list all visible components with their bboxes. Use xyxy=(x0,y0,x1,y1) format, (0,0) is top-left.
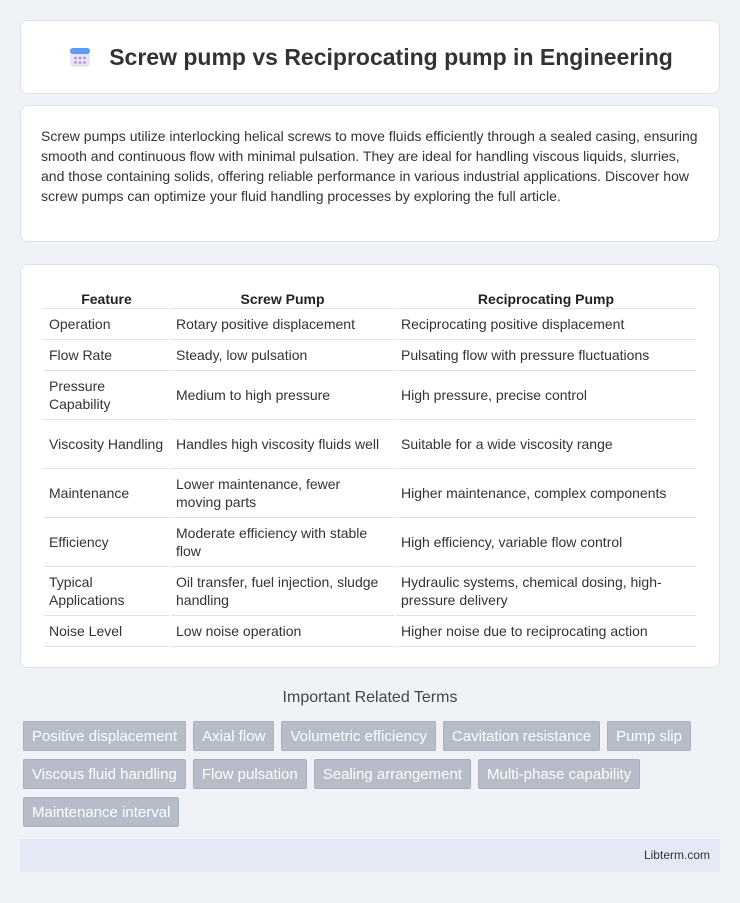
feature-cell: Maintenance xyxy=(44,469,169,518)
term-tag[interactable]: Flow pulsation xyxy=(193,759,307,789)
term-tag[interactable]: Cavitation resistance xyxy=(443,721,600,751)
feature-cell: Viscosity Handling xyxy=(44,420,169,469)
term-tag[interactable]: Pump slip xyxy=(607,721,691,751)
screw-pump-cell: Rotary positive displacement xyxy=(171,309,394,340)
reciprocating-pump-cell: Hydraulic systems, chemical dosing, high-pressure delivery xyxy=(396,567,696,616)
table-row xyxy=(44,469,696,518)
reciprocating-pump-cell: Pulsating flow with pressure fluctuations xyxy=(396,340,696,371)
term-tag[interactable]: Sealing arrangement xyxy=(314,759,471,789)
term-tag[interactable]: Viscous fluid handling xyxy=(23,759,186,789)
table-row xyxy=(44,567,696,616)
feature-cell: Flow Rate xyxy=(44,340,169,371)
feature-cell: Operation xyxy=(44,309,169,340)
footer xyxy=(20,839,720,872)
feature-cell: Pressure Capability xyxy=(44,371,169,420)
screw-pump-cell: Medium to high pressure xyxy=(171,371,394,420)
term-tag[interactable]: Volumetric efficiency xyxy=(281,721,435,751)
comparison-card xyxy=(20,264,720,668)
screw-pump-cell: Low noise operation xyxy=(171,616,394,647)
reciprocating-pump-cell: Higher noise due to reciprocating action xyxy=(396,616,696,647)
screw-pump-cell: Moderate efficiency with stable flow xyxy=(171,518,394,567)
feature-cell: Typical Applications xyxy=(44,567,169,616)
table-row xyxy=(44,518,696,567)
table-row xyxy=(44,371,696,420)
term-tag[interactable]: Multi-phase capability xyxy=(478,759,640,789)
screw-pump-cell: Handles high viscosity fluids well xyxy=(171,420,394,469)
table-row xyxy=(44,420,696,469)
table-row xyxy=(44,309,696,340)
table-row xyxy=(44,616,696,647)
page-title: Screw pump vs Reciprocating pump in Engineering xyxy=(109,43,673,70)
screw-pump-cell: Lower maintenance, fewer moving parts xyxy=(171,469,394,518)
header-card xyxy=(20,20,720,94)
reciprocating-pump-cell: Suitable for a wide viscosity range xyxy=(396,420,696,469)
feature-cell: Efficiency xyxy=(44,518,169,567)
calendar-grid-icon xyxy=(67,44,93,70)
term-tag[interactable]: Axial flow xyxy=(193,721,274,751)
header-feature: Feature xyxy=(44,285,169,309)
screw-pump-cell: Oil transfer, fuel injection, sludge handling xyxy=(171,567,394,616)
reciprocating-pump-cell: Higher maintenance, complex components xyxy=(396,469,696,518)
footer-site-link[interactable]: Libterm.com xyxy=(643,848,710,862)
reciprocating-pump-cell: Reciprocating positive displacement xyxy=(396,309,696,340)
term-tag[interactable]: Positive displacement xyxy=(23,721,186,751)
intro-card xyxy=(20,105,720,242)
reciprocating-pump-cell: High pressure, precise control xyxy=(396,371,696,420)
table-header-row xyxy=(44,285,696,309)
comparison-table xyxy=(42,285,698,647)
screw-pump-cell: Steady, low pulsation xyxy=(171,340,394,371)
intro-text: Screw pumps utilize interlocking helical screws to move fluids efficiently through a sealed casing, ensuring smooth and continuous flow with minimal pulsation. They are ideal for handling viscous liquids, slurries, and those containing solids, offering reliable performance in various industrial applications. Discover how screw pumps can optimize your fluid handling processes by exploring the full article. xyxy=(41,128,698,204)
header-reciprocating-pump: Reciprocating Pump xyxy=(396,285,696,309)
feature-cell: Noise Level xyxy=(44,616,169,647)
related-terms-list xyxy=(23,721,723,827)
term-tag[interactable]: Maintenance interval xyxy=(23,797,179,827)
table-row xyxy=(44,340,696,371)
header-screw-pump: Screw Pump xyxy=(171,285,394,309)
related-terms-title: Important Related Terms xyxy=(282,689,458,706)
reciprocating-pump-cell: High efficiency, variable flow control xyxy=(396,518,696,567)
